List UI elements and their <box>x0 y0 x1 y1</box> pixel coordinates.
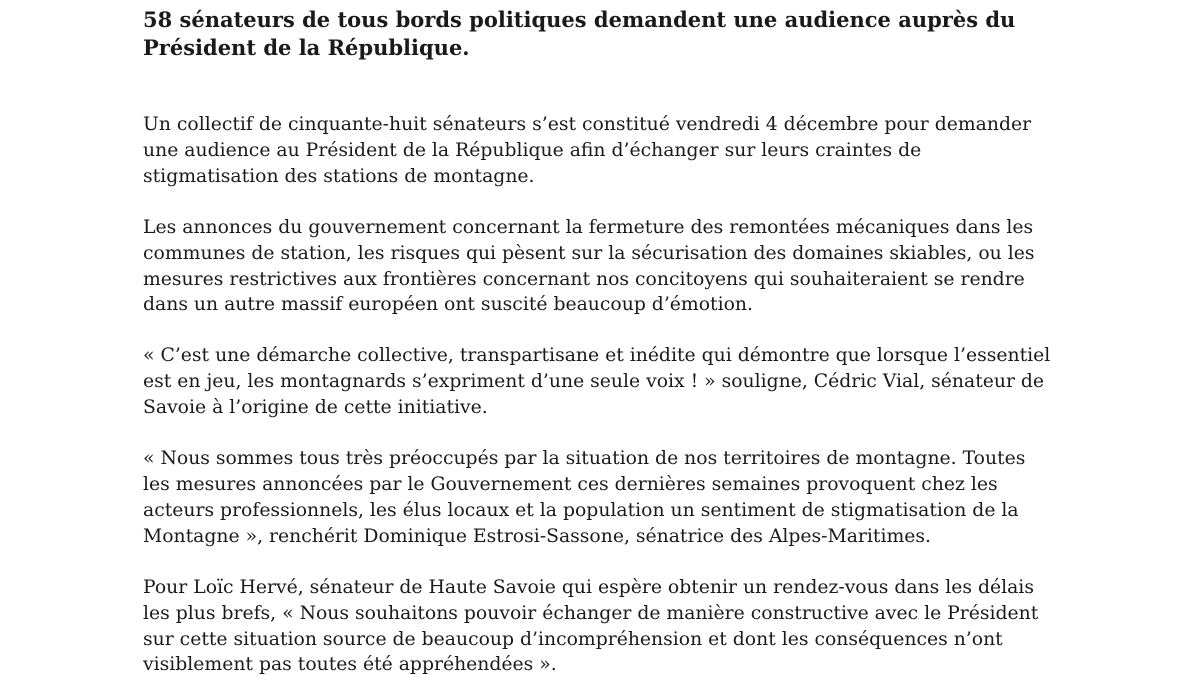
paragraph-2: Les annonces du gouvernement concernant la fermeture des remontées mécaniques dans les communes de station, les risques qui pèsent sur la sécurisation des domaines skiables, ou les mesures restrictives aux frontières concernant nos concitoyens qui souhaiteraient se rendre dans un autre massif européen ont suscité beaucoup d’émotion. <box>143 216 1035 316</box>
document-subtitle: 58 sénateurs de tous bords politiques demandent une audience auprès du Président de la République. <box>143 7 1016 60</box>
paragraph-4: « Nous sommes tous très préoccupés par la situation de nos territoires de montagne. Toutes les mesures annoncées par le Gouvernement ces dernières semaines provoquent chez les acteurs professionnels, les élus locaux et la population un sentiment de stigmatisation de la Montagne », renchérit Dominique Estrosi-Sassone, sénatrice des Alpes-Maritimes. <box>143 448 1026 547</box>
paragraph-5: Pour Loïc Hervé, sénateur de Haute Savoie qui espère obtenir un rendez-vous dans les délais les plus brefs, « Nous souhaitons pouvoir échanger de manière constructive avec le Président sur cette situation source de beaucoup d’incompréhension et dont les conséquences n’ont visiblement pas toutes été appréhendées ». <box>143 576 1039 675</box>
paragraph-1: Un collectif de cinquante-huit sénateurs s’est constitué vendredi 4 décembre pour demander une audience au Président de la République afin d’échanger sur leurs craintes de stigmatisation des stations de montagne. <box>143 114 1032 187</box>
document-body <box>143 112 1058 675</box>
paragraph-3: « C’est une démarche collective, transpartisane et inédite qui démontre que lorsque l’essentiel est en jeu, les montagnards s’expriment d’une seule voix ! » souligne, Cédric Vial, sénateur de Savoie à l’origine de cette initiative. <box>143 345 1051 419</box>
